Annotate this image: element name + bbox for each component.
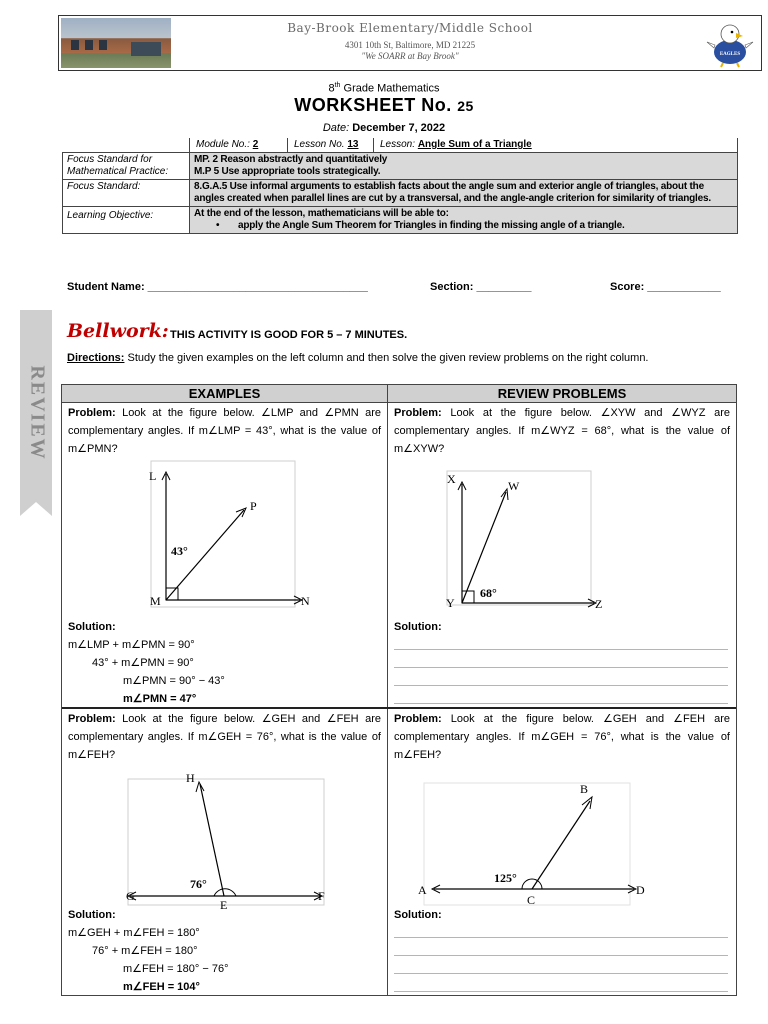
label-E: E bbox=[220, 898, 228, 912]
example-1-problem: Problem: Look at the figure below. ∠LMP and ∠PMN are complementary angles. If m∠LMP = 43°, what is the value of m∠PMN? bbox=[68, 407, 381, 455]
angle-43: 43° bbox=[171, 544, 188, 558]
angle-68: 68° bbox=[480, 586, 497, 600]
review-1-solution-label: Solution: bbox=[394, 621, 442, 633]
worksheet-number: 25 bbox=[457, 98, 474, 114]
review-ribbon-text: REVIEW bbox=[26, 365, 49, 461]
mascot-label: EAGLES bbox=[719, 52, 741, 57]
examples-review-grid bbox=[61, 384, 737, 996]
example-2-answer: m∠FEH = 104° bbox=[123, 981, 200, 993]
label-D: D bbox=[636, 883, 645, 897]
bellwork-duration: THIS ACTIVITY IS GOOD FOR 5 – 7 MINUTES. bbox=[170, 329, 408, 341]
label-Z: Z bbox=[595, 597, 603, 611]
example-2-step-1: m∠GEH + m∠FEH = 180° bbox=[68, 927, 200, 939]
directions: Directions: Study the given examples on the left column and then solve the given review problems on the right column. bbox=[67, 352, 649, 364]
practice-standards: MP. 2 Reason abstractly and quantitatively M.P 5 Use appropriate tools strategically. bbox=[190, 153, 738, 180]
student-name-field[interactable]: Student Name: ____________________________________ bbox=[67, 281, 368, 293]
school-address: 4301 10th St, Baltimore, MD 21225 bbox=[344, 40, 476, 50]
example-1-figure bbox=[150, 460, 310, 610]
review-2-solution-label: Solution: bbox=[394, 909, 442, 921]
focus-standard: 8.G.A.5 Use informal arguments to establish facts about the angle sum and exterior angle of triangles, about the angles created when parallel lines are cut by a transversal, and the angle-angle criterion for similarity of triangles. bbox=[190, 180, 738, 207]
worksheet-date: Date: December 7, 2022 bbox=[322, 122, 446, 134]
review-header: REVIEW PROBLEMS bbox=[388, 385, 736, 403]
objective-label: Learning Objective: bbox=[63, 207, 190, 234]
label-L: L bbox=[149, 469, 157, 483]
label-N: N bbox=[301, 594, 310, 608]
label-H: H bbox=[186, 771, 195, 785]
examples-header: EXAMPLES bbox=[62, 385, 387, 403]
angle-125: 125° bbox=[494, 871, 517, 885]
learning-objective: At the end of the lesson, mathematicians will be able to: • apply the Angle Sum Theorem for Triangles in finding the missing angle of a triangle. bbox=[190, 207, 738, 234]
school-motto: "We SOARR at Bay Brook" bbox=[361, 51, 459, 61]
worksheet-title: WORKSHEET No. 25 bbox=[294, 95, 474, 115]
example-2-step-2: 76° + m∠FEH = 180° bbox=[92, 945, 198, 957]
label-P: P bbox=[250, 499, 257, 513]
school-name: Bay-Brook Elementary/Middle School bbox=[287, 21, 533, 35]
review-1-problem: Problem: Look at the figure below. ∠XYW and ∠WYZ are complementary angles. If m∠WYZ = 68°, what is the value of m∠XYW? bbox=[394, 407, 730, 455]
lesson-info-table: Module No.: 2 Lesson No. 13 Lesson: Angle Sum of a Triangle Focus Standard for Mathematical Practice: MP. 2 Reason abstractly and quantitatively M.P 5 Use appropriate tools strategically. Focus Standard: 8.G.A.5 Use informal arguments to establish facts about the angle sum and exterior angle of triangles, about the angles created when parallel lines are cut by a transversal, and the angle-angle criterion for similarity of triangles. Learning Objective: At the end of the lesson, mathematicians will be able to: • apply the Angle Sum Theorem for Triangles in finding the missing angle of a triangle. bbox=[62, 138, 738, 234]
label-Y: Y bbox=[446, 596, 455, 610]
review-1-figure bbox=[446, 470, 606, 610]
example-2-step-3: m∠FEH = 180° − 76° bbox=[123, 963, 229, 975]
review-ribbon bbox=[20, 310, 52, 516]
example-2-problem: Problem: Look at the figure below. ∠GEH and ∠FEH are complementary angles. If m∠GEH = 76°, what is the value of m∠FEH? bbox=[68, 713, 381, 761]
label-C: C bbox=[527, 893, 536, 907]
label-A: A bbox=[418, 883, 427, 897]
label-B: B bbox=[580, 782, 589, 796]
eagle-mascot-logo bbox=[703, 18, 757, 68]
label-G: G bbox=[126, 889, 135, 903]
example-1-step-3: m∠PMN = 90° − 43° bbox=[123, 675, 225, 687]
practice-label: Focus Standard for Mathematical Practice: bbox=[63, 153, 190, 180]
example-1-answer: m∠PMN = 47° bbox=[123, 693, 197, 705]
example-1-step-2: 43° + m∠PMN = 90° bbox=[92, 657, 194, 669]
review-2-problem: Problem: Look at the figure below. ∠GEH and ∠FEH are complementary angles. If m∠GEH = 76°, what is the value of m∠FEH? bbox=[394, 713, 730, 761]
label-F: F bbox=[318, 889, 325, 903]
grade-subject: 8th Grade Mathematics bbox=[328, 82, 440, 95]
school-banner bbox=[58, 15, 762, 71]
example-1-step-1: m∠LMP + m∠PMN = 90° bbox=[68, 639, 195, 651]
example-2-solution-label: Solution: bbox=[68, 909, 116, 921]
score-field[interactable]: Score: ____________ bbox=[610, 281, 721, 293]
label-M: M bbox=[150, 594, 161, 608]
label-W: W bbox=[508, 479, 520, 493]
example-1-solution-label: Solution: bbox=[68, 621, 116, 633]
focus-label: Focus Standard: bbox=[63, 180, 190, 207]
bellwork-title: Bellwork: bbox=[67, 320, 169, 342]
angle-76: 76° bbox=[190, 877, 207, 891]
section-field[interactable]: Section: _________ bbox=[430, 281, 532, 293]
review-2-figure bbox=[414, 777, 644, 911]
example-2-figure bbox=[120, 772, 330, 912]
label-X: X bbox=[447, 472, 456, 486]
